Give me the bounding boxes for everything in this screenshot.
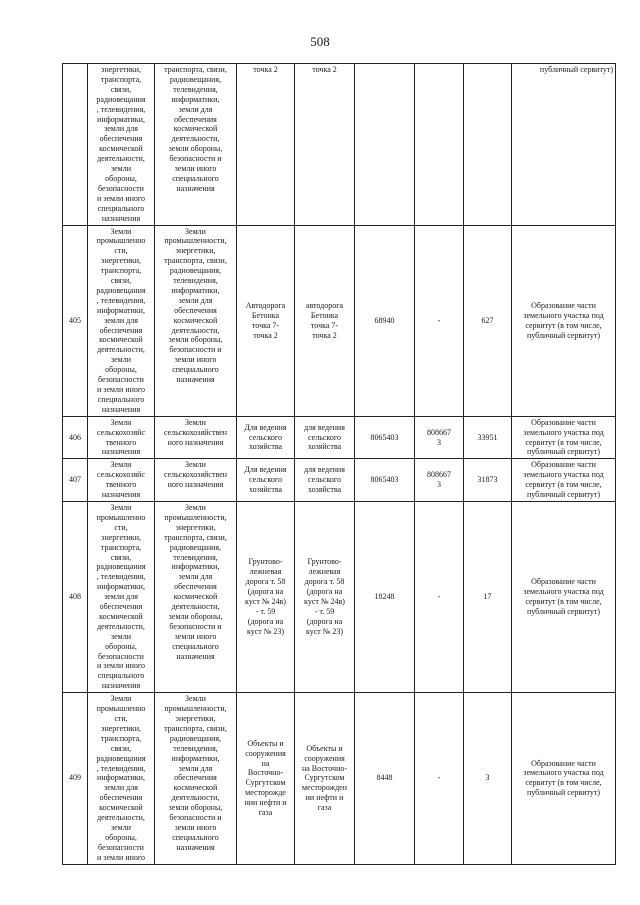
table-row bbox=[63, 225, 616, 416]
part-area-cell bbox=[464, 459, 512, 502]
table-row bbox=[63, 459, 616, 502]
page-number: 508 bbox=[310, 34, 330, 49]
cadastral-cell-text: 808667 3 bbox=[427, 470, 451, 490]
object-name-cell bbox=[237, 64, 295, 226]
row-number-cell bbox=[63, 693, 88, 864]
cadastral-cell bbox=[415, 64, 464, 226]
land-plot-table bbox=[62, 63, 616, 865]
object-name-cell bbox=[237, 459, 295, 502]
object-name-cell-text: Автодорога Бетонка точка 7- точка 2 bbox=[245, 300, 286, 340]
location-cell bbox=[295, 459, 355, 502]
land-category-cell-text: Земли промышленно сти, энергетики, транспорта, связи, радиовещания , телевидения, информатики, земли для обеспечения космической деятельности, земли обороны, безопасности и земли иного специального назначения bbox=[96, 226, 146, 414]
part-area-cell-text: 33951 bbox=[477, 432, 498, 442]
part-area-cell bbox=[464, 693, 512, 864]
cadastral-cell bbox=[415, 693, 464, 864]
plot-area-cell-text: 8065403 bbox=[370, 432, 399, 442]
row-number-cell-text: 405 bbox=[69, 315, 81, 325]
purpose-cell bbox=[512, 693, 616, 864]
object-name-cell-text: Грунтово- лежневая дорога т. 58 (дорога на куст № 24в) - т. 59 (дорога на куст № 23) bbox=[245, 557, 286, 636]
purpose-cell bbox=[512, 225, 616, 416]
purpose-cell-text: Образование части земельного участка под сервитут (в том числе, публичный сервитут) bbox=[523, 300, 604, 340]
purpose-cell bbox=[512, 416, 616, 459]
table-row bbox=[63, 501, 616, 692]
row-number-cell bbox=[63, 501, 88, 692]
purpose-cell-text: Образование части земельного участка под сервитут (в том числе, публичный сервитут) bbox=[523, 417, 604, 457]
purpose-cell bbox=[512, 501, 616, 692]
plot-area-cell-text: 8448 bbox=[376, 773, 393, 783]
part-area-cell-text: 17 bbox=[483, 592, 492, 602]
permitted-use-cell-text: Земли сельскохозяйствен ного назначения bbox=[163, 460, 228, 490]
permitted-use-cell bbox=[155, 64, 237, 226]
table-row bbox=[63, 693, 616, 864]
plot-area-cell bbox=[355, 693, 415, 864]
purpose-cell bbox=[512, 64, 616, 226]
permitted-use-cell-text: транспорта, связи, радиовещания, телевидения, информатики, земли для обеспечения космической деятельности, земли обороны, безопасности и земли иного специального назначения bbox=[164, 65, 227, 193]
plot-area-cell bbox=[355, 64, 415, 226]
cadastral-cell-text: - bbox=[437, 773, 441, 783]
plot-area-cell bbox=[355, 225, 415, 416]
land-category-cell bbox=[88, 501, 155, 692]
object-name-cell bbox=[237, 693, 295, 864]
part-area-cell-text: 3 bbox=[485, 773, 490, 783]
purpose-cell bbox=[512, 459, 616, 502]
location-cell bbox=[295, 693, 355, 864]
part-area-cell-text: 31873 bbox=[477, 475, 498, 485]
location-cell bbox=[295, 501, 355, 692]
plot-area-cell-text: 8065403 bbox=[370, 475, 399, 485]
object-name-cell-text: Для ведения сельского хозяйства bbox=[244, 422, 287, 452]
permitted-use-cell bbox=[155, 501, 237, 692]
location-cell-text: автодорога Бетонка точка 7- точка 2 bbox=[305, 300, 344, 340]
object-name-cell-text: точка 2 bbox=[253, 65, 278, 74]
object-name-cell-text: Объекты и сооружения на Восточно- Сургутском месторожде нии нефти и газа bbox=[244, 738, 287, 818]
permitted-use-cell bbox=[155, 693, 237, 864]
location-cell-text: точка 2 bbox=[312, 65, 337, 74]
object-name-cell bbox=[237, 416, 295, 459]
object-name-cell-text: Для ведения сельского хозяйства bbox=[244, 465, 287, 495]
land-category-cell bbox=[88, 459, 155, 502]
cadastral-cell bbox=[415, 225, 464, 416]
land-category-cell bbox=[88, 693, 155, 864]
location-cell-text: Грунтово- лежневая дорога т. 58 (дорога на куст № 24в) - т. 59 (дорога на куст № 23) bbox=[304, 557, 345, 636]
location-cell bbox=[295, 64, 355, 226]
location-cell bbox=[295, 225, 355, 416]
row-number-cell bbox=[63, 64, 88, 226]
location-cell bbox=[295, 416, 355, 459]
location-cell-text: для ведения сельского хозяйства bbox=[304, 422, 345, 452]
land-category-cell bbox=[88, 225, 155, 416]
table-row bbox=[63, 416, 616, 459]
land-category-cell-text: энергетики, транспорта, связи, радиовещания , телевидения, информатики, земли для обеспечения космической деятельности, земли обороны, безопасности и земли иного специального назначения bbox=[96, 65, 146, 223]
row-number-cell-text: 406 bbox=[69, 432, 81, 442]
table-row bbox=[63, 64, 616, 226]
row-number-cell bbox=[63, 225, 88, 416]
cadastral-cell-text: 808667 3 bbox=[427, 427, 451, 447]
cadastral-cell-text: - bbox=[437, 592, 441, 602]
purpose-cell-text: Образование части земельного участка под сервитут (в том числе, публичный сервитут) bbox=[523, 577, 604, 616]
cadastral-cell bbox=[415, 416, 464, 459]
land-category-cell-text: Земли сельскохозяйс твенного назначения bbox=[96, 460, 146, 500]
row-number-cell-text: 409 bbox=[69, 773, 81, 783]
permitted-use-cell bbox=[155, 225, 237, 416]
permitted-use-cell-text: Земли промышленности, энергетики, транспорта, связи, радиовещания, телевидения, информатики, земли для обеспечения космической деятельности, земли обороны, безопасности и земли иного специального назначения bbox=[164, 502, 227, 661]
permitted-use-cell-text: Земли промышленности, энергетики, транспорта, связи, радиовещания, телевидения, информатики, земли для обеспечения космической деятельности, земли обороны, безопасности и земли иного специального назначения bbox=[164, 226, 227, 385]
cadastral-cell bbox=[415, 459, 464, 502]
purpose-cell-text: Образование части земельного участка под сервитут (в том числе, публичный сервитут) bbox=[523, 460, 604, 500]
plot-area-cell bbox=[355, 459, 415, 502]
land-category-cell-text: Земли сельскохозяйс твенного назначения bbox=[96, 417, 146, 457]
plot-area-cell-text: 68940 bbox=[374, 315, 395, 325]
object-name-cell bbox=[237, 501, 295, 692]
part-area-cell bbox=[464, 64, 512, 226]
plot-area-cell bbox=[355, 416, 415, 459]
location-cell-text: для ведения сельского хозяйства bbox=[304, 465, 345, 495]
row-number-cell-text: 407 bbox=[69, 475, 81, 485]
location-cell-text: Объекты и сооружения на Восточно- Сургутском месторожден ии нефти и газа bbox=[301, 743, 348, 813]
permitted-use-cell bbox=[155, 416, 237, 459]
cadastral-cell bbox=[415, 501, 464, 692]
land-category-cell-text: Земли промышленно сти, энергетики, транспорта, связи, радиовещания , телевидения, информатики, земли для обеспечения космической деятельности, земли обороны, безопасности и земли иного bbox=[96, 694, 146, 862]
purpose-cell-text: Образование части земельного участка под сервитут (в том числе, публичный сервитут) bbox=[523, 758, 604, 798]
row-number-cell bbox=[63, 459, 88, 502]
part-area-cell-text: 627 bbox=[481, 315, 494, 325]
land-category-cell bbox=[88, 64, 155, 226]
land-category-cell bbox=[88, 416, 155, 459]
cadastral-cell-text: - bbox=[437, 315, 441, 325]
permitted-use-cell-text: Земли сельскохозяйствен ного назначения bbox=[163, 417, 228, 447]
object-name-cell bbox=[237, 225, 295, 416]
part-area-cell bbox=[464, 501, 512, 692]
permitted-use-cell bbox=[155, 459, 237, 502]
land-category-cell-text: Земли промышленно сти, энергетики, транспорта, связи, радиовещания , телевидения, информатики, земли для обеспечения космической деятельности, земли обороны, безопасности и земли иного специального назначения bbox=[96, 502, 146, 691]
row-number-cell-text: 408 bbox=[69, 592, 81, 602]
permitted-use-cell-text: Земли промышленности, энергетики, транспорта, связи, радиовещания, телевидения, информатики, земли для обеспечения космической деятельности, земли обороны, безопасности и земли иного специального назначения bbox=[164, 694, 227, 852]
row-number-cell bbox=[63, 416, 88, 459]
part-area-cell bbox=[464, 416, 512, 459]
plot-area-cell-text: 18248 bbox=[374, 592, 395, 602]
purpose-cell-text: публичный сервитут) bbox=[539, 65, 613, 74]
part-area-cell bbox=[464, 225, 512, 416]
plot-area-cell bbox=[355, 501, 415, 692]
